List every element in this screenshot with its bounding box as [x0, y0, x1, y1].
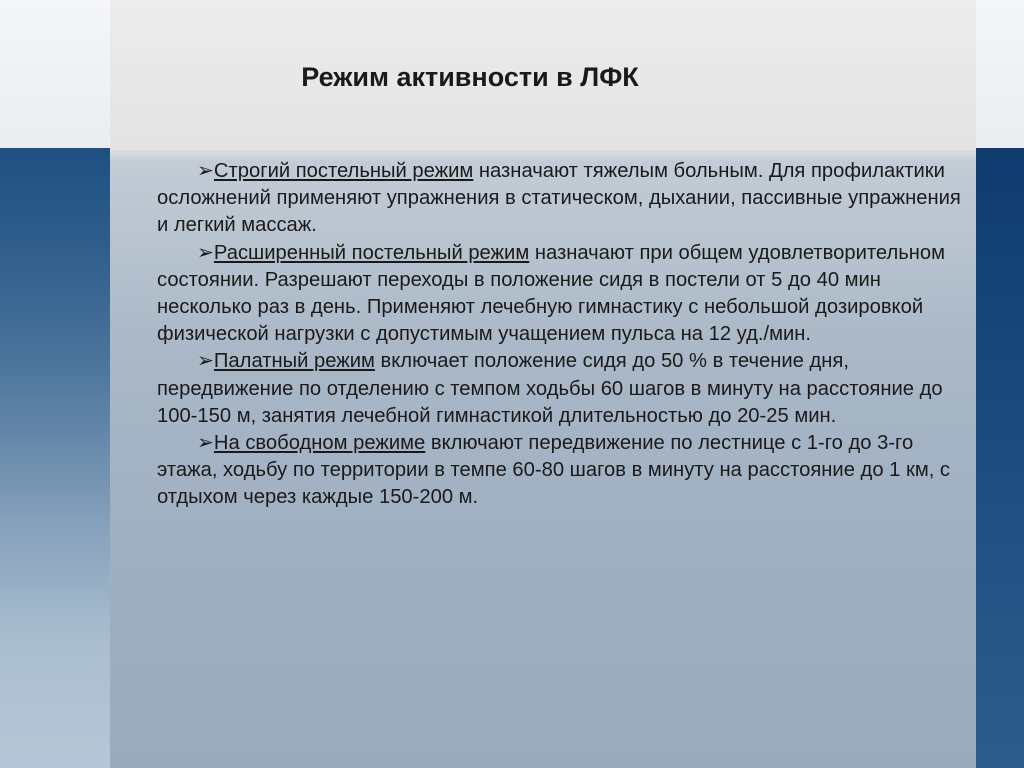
list-item [157, 158, 977, 240]
arrow-bullet-icon: ➢ [197, 350, 214, 373]
slide-body [157, 158, 977, 512]
regime-description: включает положение сидя до 50 % в течение дня, передвижение по отделению с темпом ходьбы 60 шагов в минуту на расстояние до 100-150 м, занятия лечебной гимнастикой длительностью до 20-25 мин. [157, 350, 943, 427]
regime-term: Палатный режим [213, 350, 375, 373]
regime-description: назначают тяжелым больным. Для профилактики осложнений применяют упражнения в статическом, дыхании, пассивные упражнения и легкий массаж. [157, 160, 961, 237]
regime-description: включают передвижение по лестнице с 1-го до 3-го этажа, ходьбу по территории в темпе 60-80 шагов в минуту на расстояние до 1 км, с отдыхом через каждые 150-200 м. [157, 432, 951, 509]
arrow-bullet-icon: ➢ [197, 241, 214, 264]
list-item [157, 348, 977, 430]
regime-term: Расширенный постельный режим [213, 241, 530, 264]
list-item [157, 240, 977, 349]
regime-term: На свободном режиме [213, 432, 426, 455]
slide-title: Режим активности в ЛФК [301, 62, 639, 92]
arrow-bullet-icon: ➢ [197, 432, 214, 455]
background-left-fade [0, 148, 110, 768]
arrow-bullet-icon: ➢ [197, 160, 214, 182]
regime-description: назначают при общем удовлетворительном состоянии. Разрешают переходы в положение сидя в постели от 5 до 40 мин несколько раз в день. Применяют лечебную гимнастику с небольшой дозировкой физической нагрузки с допустимым учащением пульса на 12 уд./мин. [157, 241, 946, 346]
list-item [157, 430, 977, 512]
regime-term: Строгий постельный режим [213, 160, 474, 182]
